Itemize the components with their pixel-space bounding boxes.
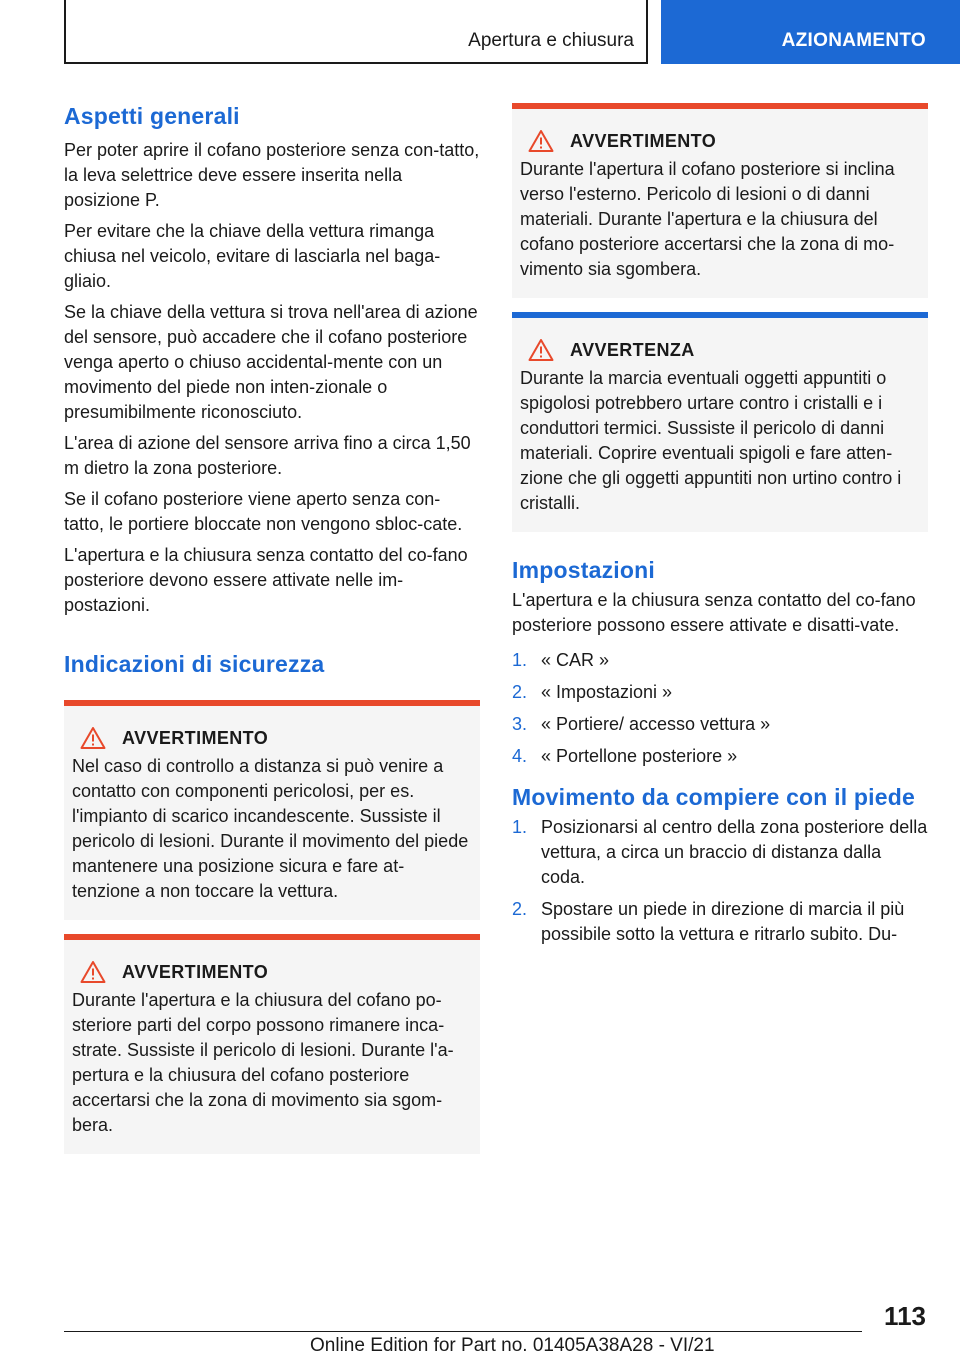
right-column <box>512 103 928 954</box>
warning-text: Nel caso di controllo a distanza si può venire a contatto con componenti pericolosi, per es. l'impianto di scarico incandescente. Sussiste il pericolo di lesioni. Durante il movimento del piede mantenere una posizione sicura e fare at-tenzione a non toccare la vettura. <box>72 756 469 901</box>
warning-box <box>64 700 480 920</box>
paragraph: Per evitare che la chiave della vettura rimanga chiusa nel veicolo, evitare di lasciarla nel baga-gliaio. <box>64 221 441 291</box>
warning-title: AVVERTIMENTO <box>122 727 269 748</box>
list-item <box>512 815 928 890</box>
step-text: « Portiere/ accesso vettura » <box>541 714 771 734</box>
paragraph: L'apertura e la chiusura senza contatto del co-fano posteriore devono essere attivate nelle im-postazioni. <box>64 545 468 615</box>
list-item <box>512 712 928 737</box>
warning-box <box>64 934 480 1154</box>
page-number: 113 <box>884 1301 926 1331</box>
header-section-tab <box>64 0 648 64</box>
step-text: Posizionarsi al centro della zona posteriore della vettura, a circa un braccio di distanza dalla coda. <box>541 817 928 887</box>
warning-triangle-icon <box>528 338 554 362</box>
footer-edition: Online Edition for Part no. 01405A38A28 - VI/21 <box>310 1335 715 1356</box>
warning-triangle-icon <box>80 726 106 750</box>
list-item <box>512 680 928 705</box>
warning-text: Durante l'apertura e la chiusura del cofano po-steriore parti del corpo possono rimanere inca-strate. Sussiste il pericolo di lesioni. Durante l'a-pertura e la chiusura del cofano posteriore accertarsi che la zona di movimento sia sgom-bera. <box>72 990 454 1135</box>
left-column <box>64 100 480 1154</box>
step-text: « Impostazioni » <box>541 682 673 702</box>
paragraph: L'area di azione del sensore arriva fino a circa 1,50 m dietro la zona posteriore. <box>64 433 471 478</box>
step-number: 1. <box>512 650 528 670</box>
step-number: 4. <box>512 746 528 766</box>
warning-box <box>512 103 928 298</box>
step-text: « Portellone posteriore » <box>541 746 738 766</box>
paragraph: Per poter aprire il cofano posteriore senza con-tatto, la leva selettrice deve essere inserita nella posizione P. <box>64 140 480 210</box>
notice-text: Durante la marcia eventuali oggetti appuntiti o spigolosi potrebbero urtare contro i cristalli e i conduttori termici. Sussiste il pericolo di danni materiali. Coprire eventuali spigoli e fare atten-zione che gli oggetti appuntiti non urtino contro i cristalli. <box>520 368 902 513</box>
paragraph: L'apertura e la chiusura senza contatto del co-fano posteriore possono essere attivate e disatti-vate. <box>512 590 916 635</box>
notice-box <box>512 312 928 532</box>
header-chapter-title: AZIONAMENTO <box>781 30 926 51</box>
step-text: Spostare un piede in direzione di marcia il più possibile sotto la vettura e ritrarlo subito. Du- <box>541 899 905 944</box>
list-item <box>512 648 928 673</box>
footer-divider <box>64 1331 862 1332</box>
step-number: 2. <box>512 682 528 702</box>
warning-title: AVVERTIMENTO <box>122 961 269 982</box>
notice-title: AVVERTENZA <box>570 339 695 360</box>
list-item <box>512 897 928 947</box>
movement-steps-list <box>512 815 928 947</box>
header-section-title: Apertura e chiusura <box>468 30 634 51</box>
paragraph: Se la chiave della vettura si trova nell'area di azione del sensore, può accadere che il cofano posteriore venga aperto o chiuso accidental-mente con un movimento del piede non inten-zionale o presumibilmente riconosciuto. <box>64 302 478 422</box>
list-item <box>512 744 928 769</box>
heading-settings: Impostazioni <box>512 557 655 583</box>
paragraph: Se il cofano posteriore viene aperto senza con-tatto, le portiere bloccate non vengono sbloc-cate. <box>64 489 463 534</box>
warning-triangle-icon <box>528 129 554 153</box>
warning-triangle-icon <box>80 960 106 984</box>
step-number: 1. <box>512 817 528 837</box>
step-number: 2. <box>512 899 528 919</box>
warning-title: AVVERTIMENTO <box>570 130 717 151</box>
warning-text: Durante l'apertura il cofano posteriore si inclina verso l'esterno. Pericolo di lesioni o di danni materiali. Durante l'apertura e la chiusura del cofano posteriore accertarsi che la zona di mo-vimento sia sgombera. <box>520 159 895 279</box>
heading-movement: Movimento da compiere con il piede <box>512 784 915 810</box>
step-number: 3. <box>512 714 528 734</box>
heading-safety: Indicazioni di sicurezza <box>64 651 325 677</box>
header-chapter-tab <box>661 0 960 64</box>
heading-general: Aspetti generali <box>64 103 240 129</box>
settings-steps-list <box>512 648 928 769</box>
step-text: « CAR » <box>541 650 610 670</box>
